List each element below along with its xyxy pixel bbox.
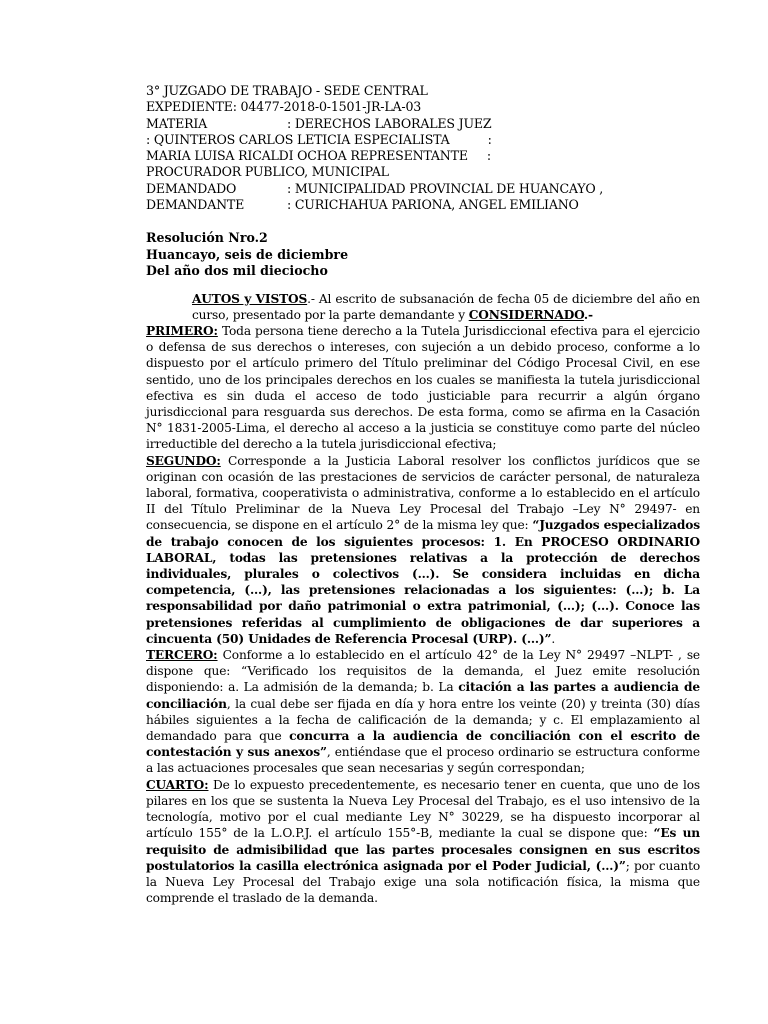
cuarto-text-2: ; por cuanto la Nueva Ley Procesal del Trabajo exige una sola notificación física, la misma que comprende el traslado de la demanda.	[146, 858, 701, 906]
paragraph-segundo	[146, 453, 700, 647]
case-number: EXPEDIENTE: 04477-2018-0-1501-JR-LA-03	[146, 99, 422, 115]
defendant-value: : MUNICIPALIDAD PROVINCIAL DE HUANCAYO ,	[287, 180, 604, 196]
materia-label: MATERIA	[146, 115, 208, 131]
specialist-row: MARIA LUISA RICALDI OCHOA REPRESENTANTE :	[146, 148, 491, 164]
paragraph-primero	[146, 323, 700, 453]
primero-label: PRIMERO:	[146, 324, 218, 338]
plaintiff-row	[146, 197, 700, 213]
autos-label: AUTOS y VISTOS	[192, 291, 308, 306]
resolution-number: Resolución Nro.2	[146, 230, 268, 246]
resolution-heading	[146, 230, 700, 279]
materia-row	[146, 116, 700, 132]
segundo-quote: “Juzgados especializados de trabajo conocen de los siguientes procesos: 1. En PROCESO ORDINARIO LABORAL, todas las pretensiones relativas a la protección de derechos individuales, plurales o colectivos (…). Se considera incluidas en dicha competencia, (…), las pretensiones relacionadas a los siguientes: (…); b. La responsabilidad por daño patrimonial o extra patrimonial, (…); (…). Conoce las pretensiones referidas al cumplimiento de obligaciones de dar superiores a cincuenta (50) Unidades de Referencia Procesal (URP). (…)”	[146, 518, 700, 646]
primero-text: Toda persona tiene derecho a la Tutela Jurisdiccional efectiva para el ejercicio o defensa de sus derechos o intereses, con sujeción a un debido proceso, conforme a lo dispuesto por el artículo primero del Título preliminar del Código Procesal Civil, en ese sentido, uno de los principales derechos en los cuales se manifiesta la tutela jurisdiccional efectiva es sin duda el acceso de todo justiciable para recurrir a algún órgano jurisdiccional para resguarda sus derechos. De esta forma, como se afirma en la Casación N° 1831-2005-Lima, el derecho al acceso a la justicia se constituye como parte del núcleo irreductible del derecho a la tutela jurisdiccional efectiva;	[146, 324, 700, 452]
resolution-year: Del año dos mil dieciocho	[146, 263, 328, 279]
considerando-label: CONSIDERNADO	[468, 307, 584, 322]
judge-row: : QUINTEROS CARLOS LETICIA ESPECIALISTA :	[146, 131, 492, 147]
segundo-text: Corresponde a la Justicia Laboral resolver los conflictos jurídicos que se originan con ocasión de las prestaciones de servicios de carácter personal, de naturaleza laboral, formativa, cooperativista o administrativa, conforme a lo establecido en el artículo II del Título Preliminar de la Nueva Ley Procesal del Trabajo –Ley N° 29497- en consecuencia, se dispone en el artículo 2° de la misma ley que:	[146, 453, 700, 533]
tercero-label: TERCERO:	[146, 648, 218, 663]
segundo-end: .	[551, 631, 556, 646]
plaintiff-value: : CURICHAHUA PARIONA, ANGEL EMILIANO	[287, 197, 579, 213]
cuarto-quote: “Es un requisito de admisibilidad que las partes procesales consignen en sus escritos postulatorios la casilla electrónica asignada por el Poder Judicial, (…)”	[146, 826, 700, 873]
tercero-bold-2: concurra a la audiencia de conciliación con el escrito de contestación y sus anexos”	[146, 729, 700, 760]
representative-row: PROCURADOR PUBLICO, MUNICIPAL	[146, 164, 389, 180]
plaintiff-label: DEMANDANTE	[146, 197, 245, 213]
resolution-body	[146, 291, 700, 907]
autos-end: .-	[583, 307, 593, 322]
cuarto-label: CUARTO:	[146, 777, 209, 792]
tercero-text-2: , la cual debe ser fijada en día y hora entre los veinte (20) y treinta (30) días hábiles siguientes a la fecha de calificación de la demanda; y c. El emplazamiento al demandado para que	[146, 696, 700, 744]
court-name: 3° JUZGADO DE TRABAJO - SEDE CENTRAL	[146, 83, 428, 98]
autos-text: .- Al escrito de subsanación de fecha 05 de diciembre del año en curso, presentado por la parte demandante y	[192, 291, 700, 322]
case-header	[146, 83, 700, 213]
tercero-text-1: Conforme a lo establecido en el artículo 42° de la Ley N° 29497 –NLPT- , se dispone que: “Verificado los requisitos de la demanda, el Juez emite resolución disponiendo: a. La admisión de la demanda; b. La	[146, 648, 700, 695]
defendant-label: DEMANDADO	[146, 180, 237, 196]
tercero-bold-1: citación a las partes a audiencia de conciliación	[146, 680, 700, 711]
paragraph-tercero	[146, 647, 700, 777]
segundo-label: SEGUNDO:	[146, 453, 221, 468]
resolution-place-date: Huancayo, seis de diciembre	[146, 246, 349, 262]
tercero-text-3: , entiéndase que el proceso ordinario se estructura conforme a las actuaciones procesales que sean necesarias y según correspondan;	[146, 745, 700, 776]
paragraph-autos	[146, 291, 700, 323]
cuarto-text-1: De lo expuesto precedentemente, es necesario tener en cuenta, que uno de los pilares en los que se sustenta la Nueva Ley Procesal del Trabajo, es el uso intensivo de la tecnología, motivo por el cual mediante Ley N° 30229, se ha dispuesto incorporar al artículo 155° de la L.O.P.J. el artículo 155°-B, mediante la cual se dispone que:	[146, 777, 700, 841]
defendant-row	[146, 181, 700, 197]
materia-value: : DERECHOS LABORALES JUEZ	[287, 115, 492, 131]
paragraph-cuarto	[146, 777, 700, 907]
